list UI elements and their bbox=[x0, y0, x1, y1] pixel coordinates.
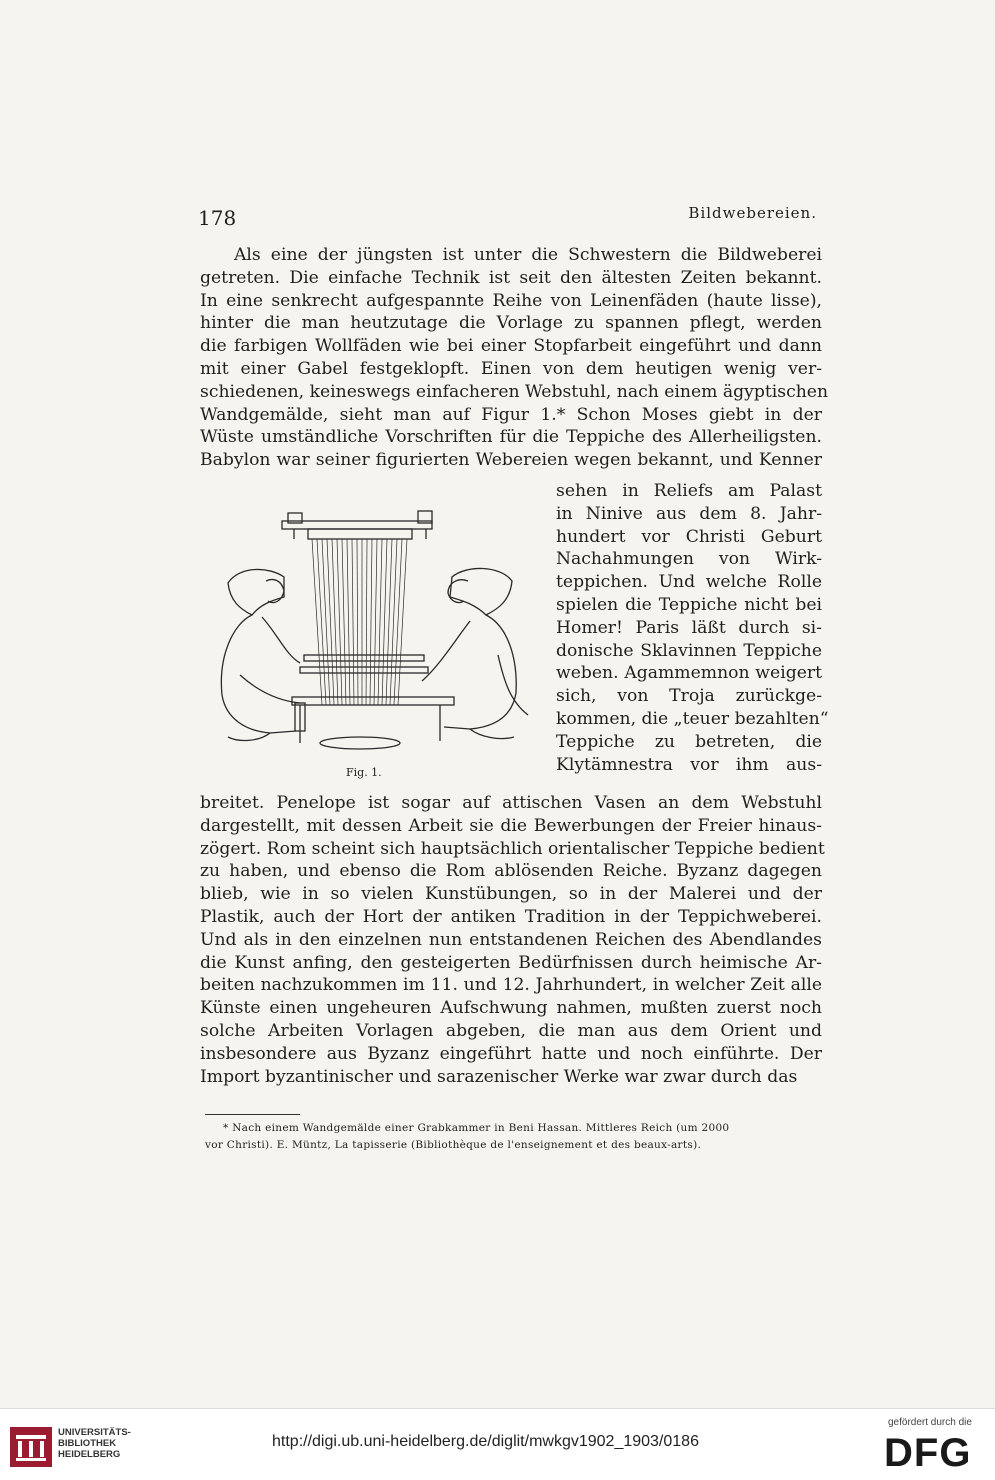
university-library-logo-icon bbox=[10, 1427, 52, 1467]
text-line: solche Arbeiten Vorlagen abgeben, die man aus dem Orient und bbox=[200, 1020, 822, 1041]
body-text-bottom bbox=[200, 792, 825, 1088]
text-line: Nachahmungen von Wirk- bbox=[556, 549, 822, 570]
footnote-line: * Nach einem Wandgemälde einer Grabkammer in Beni Hassan. Mittleres Reich (um 2000 bbox=[223, 1122, 730, 1134]
loom-illustration bbox=[200, 505, 540, 763]
text-line: weben. Agammemnon weigert bbox=[556, 663, 822, 684]
body-text-top bbox=[200, 244, 829, 472]
funded-by-label: gefördert durch die bbox=[888, 1417, 972, 1428]
text-line: blieb, wie in so vielen Kunstübungen, so in der Malerei und der bbox=[200, 884, 822, 905]
text-line: Babylon war seiner figurierten Webereien wegen bekannt, und Kenner bbox=[200, 450, 822, 471]
text-line: zögert. Rom scheint sich hauptsächlich orientalischer Teppiche bedient bbox=[200, 838, 825, 859]
dfg-logo: DFG bbox=[884, 1431, 972, 1475]
text-line: sich, von Troja zurückge- bbox=[556, 686, 822, 707]
running-title: Bildwebereien. bbox=[688, 204, 817, 222]
permalink-url[interactable]: http://digi.ub.uni-heidelberg.de/diglit/mwkgv1902_1903/0186 bbox=[272, 1433, 699, 1450]
text-line: Als eine der jüngsten ist unter die Schwestern die Bildweberei bbox=[234, 245, 822, 265]
text-line: spielen die Teppiche nicht bei bbox=[556, 594, 822, 615]
side-column-text bbox=[556, 480, 829, 776]
library-name: UNIVERSITÄTS- BIBLIOTHEK HEIDELBERG bbox=[58, 1427, 131, 1460]
text-line: in Ninive aus dem 8. Jahr- bbox=[556, 503, 822, 524]
text-line: mit einer Gabel festgeklopft. Einen von dem heutigen wenig ver- bbox=[200, 358, 822, 379]
text-line: Und als in den einzelnen nun entstandenen Reichen des Abendlandes bbox=[200, 929, 822, 950]
text-line: sehen in Reliefs am Palast bbox=[556, 481, 822, 501]
text-line: Klytämnestra vor ihm aus- bbox=[556, 754, 822, 775]
figure-caption: Fig. 1. bbox=[346, 766, 382, 779]
text-line: die farbigen Wollfäden wie bei einer Stopfarbeit eingeführt und dann bbox=[200, 336, 822, 357]
text-line: kommen, die „teuer bezahlten“ bbox=[556, 708, 829, 729]
footnote-line: vor Christi). E. Müntz, La tapisserie (Bibliothèque de l'enseignement et des beaux-arts). bbox=[205, 1139, 702, 1151]
text-line: teppichen. Und welche Rolle bbox=[556, 572, 822, 593]
text-line: getreten. Die einfache Technik ist seit den ältesten Zeiten bekannt. bbox=[200, 267, 822, 288]
text-line: hinter die man heutzutage die Vorlage zu spannen pflegt, werden bbox=[200, 313, 822, 334]
text-line: zu haben, und ebenso die Rom ablösenden Reiche. Byzanz dagegen bbox=[200, 861, 822, 882]
text-line: hundert vor Christi Geburt bbox=[556, 526, 822, 547]
text-line: Plastik, auch der Hort der antiken Tradition in der Teppichweberei. bbox=[200, 906, 822, 927]
text-line: insbesondere aus Byzanz eingeführt hatte und noch einführte. Der bbox=[200, 1043, 822, 1064]
text-line: Homer! Paris läßt durch si- bbox=[556, 617, 822, 638]
viewer-footer bbox=[0, 1408, 995, 1480]
text-line: donische Sklavinnen Teppiche bbox=[556, 640, 822, 661]
text-line: Wandgemälde, sieht man auf Figur 1.* Schon Moses giebt in der bbox=[200, 404, 822, 425]
footnote bbox=[205, 1120, 825, 1154]
text-line: Künste einen ungeheuren Aufschwung nahmen, mußten zuerst noch bbox=[200, 998, 822, 1019]
text-line: Import byzantinischer und sarazenischer Werke war zwar durch das bbox=[200, 1066, 798, 1087]
text-line: Teppiche zu betreten, die bbox=[556, 731, 822, 752]
text-line: die Kunst anfing, den gesteigerten Bedürfnissen durch heimische Ar- bbox=[200, 952, 822, 973]
text-line: schiedenen, keineswegs einfacheren Webstuhl, nach einem ägyptischen bbox=[200, 381, 829, 402]
text-line: dargestellt, mit dessen Arbeit sie die Bewerbungen der Freier hinaus- bbox=[200, 815, 822, 836]
page-number: 178 bbox=[198, 206, 237, 230]
text-line: In eine senkrecht aufgespannte Reihe von Leinenfäden (haute lisse), bbox=[200, 290, 822, 311]
text-line: breitet. Penelope ist sogar auf attischen Vasen an dem Webstuhl bbox=[200, 793, 822, 813]
text-line: beiten nachzukommen im 11. und 12. Jahrhundert, in welcher Zeit alle bbox=[200, 975, 822, 996]
footnote-divider bbox=[205, 1114, 300, 1115]
text-line: Wüste umständliche Vorschriften für die Teppiche des Allerheiligsten. bbox=[200, 427, 822, 448]
